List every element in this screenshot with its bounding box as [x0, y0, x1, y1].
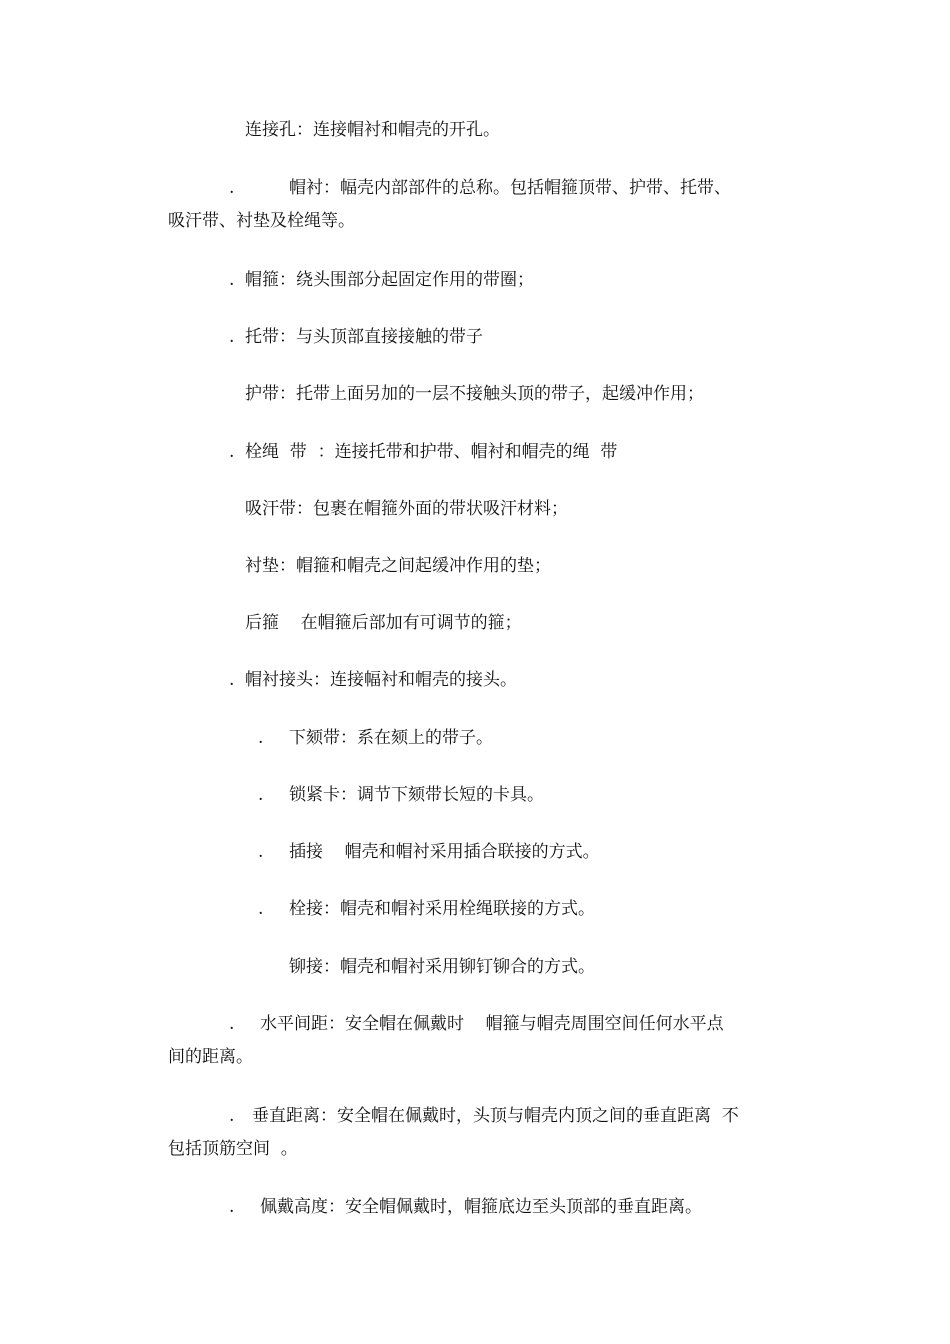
- paragraph-line: 帽箍：绕头围部分起固定作用的带圈；: [245, 270, 534, 290]
- paragraph-line: 后箍 在帽箍后部加有可调节的箍；: [245, 613, 522, 633]
- paragraph-line: 栓绳 带 ：连接托带和护带、帽衬和帽壳的绳 带: [245, 442, 618, 462]
- paragraph-line: 连接孔：连接帽衬和帽壳的开孔。: [245, 120, 500, 140]
- list-bullet: .: [229, 1014, 235, 1034]
- list-bullet: .: [229, 270, 235, 290]
- list-bullet: .: [229, 178, 235, 198]
- paragraph-line: 帽衬接头：连接幅衬和帽壳的接头。: [245, 670, 517, 690]
- paragraph-line: 托带：与头顶部直接接触的带子: [245, 327, 483, 347]
- list-bullet: .: [258, 785, 264, 805]
- paragraph-line: 帽衬：幅壳内部部件的总称。包括帽箍顶带、护带、托带、: [289, 178, 731, 198]
- paragraph-line: 栓接：帽壳和帽衬采用栓绳联接的方式。: [289, 899, 595, 919]
- paragraph-line: 间的距离。: [168, 1047, 253, 1067]
- paragraph-line: 护带：托带上面另加的一层不接触头顶的带子，起缓冲作用；: [245, 384, 704, 404]
- list-bullet: .: [229, 1197, 235, 1217]
- list-bullet: .: [229, 670, 235, 690]
- paragraph-line: 吸汗带、衬垫及栓绳等。: [168, 211, 355, 231]
- list-bullet: .: [229, 1106, 235, 1126]
- paragraph-line: 下颏带：系在颏上的带子。: [289, 728, 493, 748]
- list-bullet: .: [229, 442, 235, 462]
- list-bullet: .: [258, 842, 264, 862]
- list-bullet: .: [258, 899, 264, 919]
- paragraph-line: 衬垫：帽箍和帽壳之间起缓冲作用的垫；: [245, 556, 551, 576]
- paragraph-line: 插接 帽壳和帽衬采用插合联接的方式。: [289, 842, 600, 862]
- paragraph-line: 包括顶筋空间 。: [168, 1139, 298, 1159]
- paragraph-line: 铆接：帽壳和帽衬采用铆钉铆合的方式。: [289, 957, 595, 977]
- list-bullet: .: [258, 728, 264, 748]
- paragraph-line: 水平间距：安全帽在佩戴时 帽箍与帽壳周围空间任何水平点: [260, 1014, 724, 1034]
- paragraph-line: 佩戴高度：安全帽佩戴时，帽箍底边至头顶部的垂直距离。: [260, 1197, 702, 1217]
- paragraph-line: 吸汗带：包裹在帽箍外面的带状吸汗材料；: [245, 499, 568, 519]
- paragraph-line: 锁紧卡：调节下颏带长短的卡具。: [289, 785, 544, 805]
- paragraph-line: 垂直距离：安全帽在佩戴时，头顶与帽壳内顶之间的垂直距离 不: [252, 1106, 739, 1126]
- list-bullet: .: [229, 327, 235, 347]
